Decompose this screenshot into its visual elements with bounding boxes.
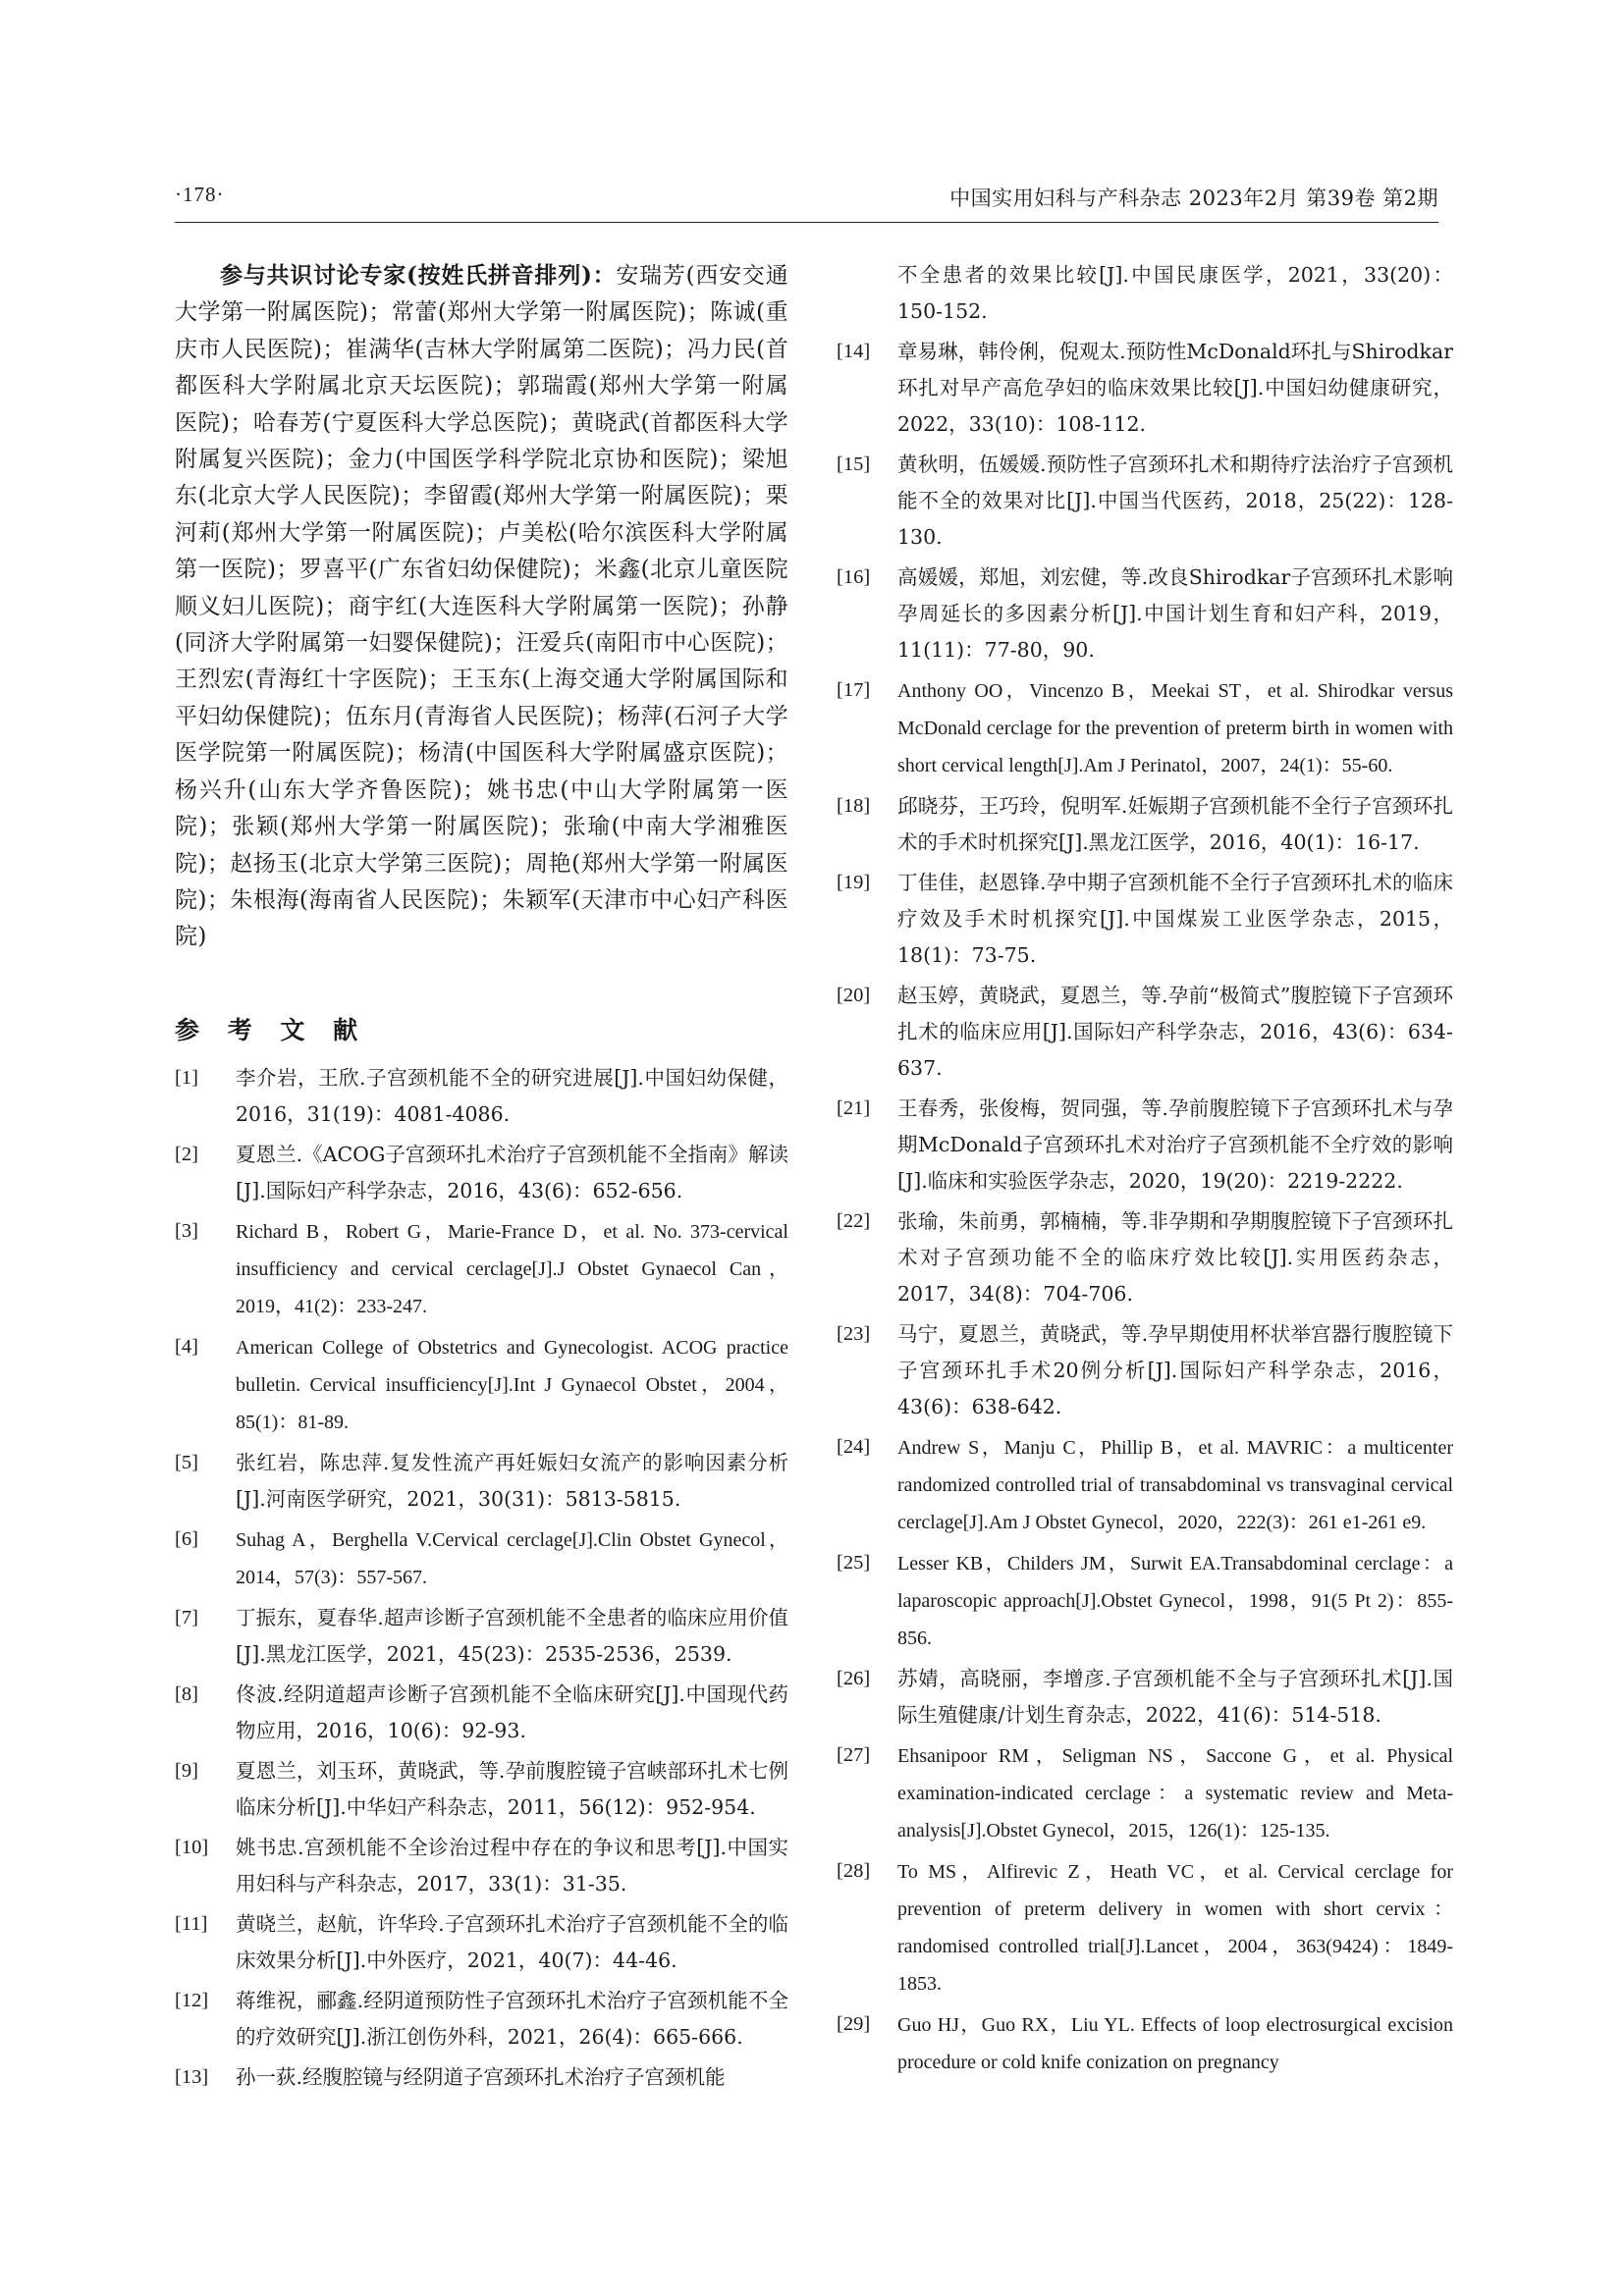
- reference-item: [175, 2059, 788, 2096]
- reference-number: [26]: [837, 1668, 871, 1689]
- reference-text: 丁振东，夏春华.超声诊断子宫颈机能不全患者的临床应用价值[J].黑龙江医学，2021，45(23)：2535-2536，2539.: [236, 1605, 788, 1666]
- reference-item: [837, 1203, 1453, 1312]
- reference-number: [15]: [837, 454, 871, 475]
- reference-item: [837, 560, 1453, 668]
- reference-number: [4]: [175, 1335, 198, 1358]
- reference-number: [1]: [175, 1066, 198, 1089]
- reference-text: 佟波.经阴道超声诊断子宫颈机能不全临床研究[J].中国现代药物应用，2016，10(6)：92-93.: [236, 1682, 788, 1742]
- consensus-experts-paragraph: [175, 257, 788, 956]
- reference-item: [175, 1600, 788, 1673]
- reference-number: [18]: [837, 795, 871, 817]
- reference-text: 张瑜，朱前勇，郭楠楠，等.非孕期和孕期腹腔镜下子宫颈环扎术对子宫颈功能不全的临床疗效比较[J].实用医药杂志，2017，34(8)：704-706.: [897, 1209, 1453, 1306]
- reference-item: [175, 1060, 788, 1133]
- reference-item: [837, 978, 1453, 1087]
- reference-text: 邱晓芬，王巧玲，倪明军.妊娠期子宫颈机能不全行子宫颈环扎术的手术时机探究[J].黑龙江医学，2016，40(1)：16-17.: [897, 794, 1453, 854]
- consensus-lead: 参与共识讨论专家(按姓氏拼音排列)：: [220, 262, 617, 289]
- reference-item: [837, 447, 1453, 556]
- reference-item: [175, 1753, 788, 1826]
- left-column: [175, 257, 788, 2100]
- reference-number: [2]: [175, 1143, 198, 1165]
- references-list-right: [837, 257, 1453, 2081]
- reference-text: 夏恩兰，刘玉环，黄晓武，等.孕前腹腔镜子宫峡部环扎术七例临床分析[J].中华妇产科杂志，2011，56(12)：952-954.: [236, 1758, 788, 1819]
- reference-text: 苏婧，高晓丽，李增彦.子宫颈机能不全与子宫颈环扎术[J].国际生殖健康/计划生育杂志，2022，41(6)：514-518.: [897, 1667, 1453, 1727]
- reference-text: 黄秋明，伍媛媛.预防性子宫颈环扎术和期待疗法治疗子宫颈机能不全的效果对比[J].中国当代医药，2018，25(22)：128-130.: [897, 453, 1453, 549]
- reference-text: Suhag A，Berghella V.Cervical cerclage[J].Clin Obstet Gynecol，2014，57(3)：557-567.: [236, 1528, 788, 1588]
- reference-item: [175, 1830, 788, 1902]
- reference-item: [175, 1906, 788, 1979]
- reference-item: [175, 1522, 788, 1596]
- reference-item: [837, 1737, 1453, 1849]
- reference-item: [837, 865, 1453, 974]
- reference-item: [175, 1445, 788, 1518]
- reference-item: [837, 1853, 1453, 2002]
- reference-number: [28]: [837, 1860, 871, 1882]
- reference-text: Richard B，Robert G，Marie-France D，et al. No. 373-cervical insufficiency and cervical cerclage[J].J Obstet Gynaecol Can，2019，41(2)：233-247.: [236, 1220, 788, 1317]
- reference-item: [837, 1316, 1453, 1425]
- reference-item: [837, 1091, 1453, 1200]
- reference-number: [11]: [175, 1912, 208, 1935]
- reference-text: To MS，Alfirevic Z，Heath VC，et al. Cervical cerclage for prevention of preterm delivery in women with short cervix：randomised controlled trial[J].Lancet，2004，363(9424)：1849-1853.: [897, 1861, 1453, 1995]
- reference-text: 姚书忠.宫颈机能不全诊治过程中存在的争议和思考[J].中国实用妇科与产科杂志，2017，33(1)：31-35.: [236, 1835, 788, 1896]
- reference-text: 高媛媛，郑旭，刘宏健，等.改良Shirodkar子宫颈环扎术影响孕周延长的多因素分析[J].中国计划生育和妇产科，2019，11(11)：77-80，90.: [897, 565, 1453, 662]
- reference-number: [6]: [175, 1527, 198, 1550]
- reference-text: 章易琳，韩伶俐，倪观太.预防性McDonald环扎与Shirodkar环扎对早产高危孕妇的临床效果比较[J].中国妇幼健康研究，2022，33(10)：108-112.: [897, 340, 1453, 436]
- reference-number: [7]: [175, 1606, 198, 1629]
- reference-number: [17]: [837, 679, 871, 701]
- reference-text: Lesser KB，Childers JM，Surwit EA.Transabdominal cerclage：a laparoscopic approach[J].Obstet Gynecol，1998，91(5 Pt 2)：855-856.: [897, 1553, 1453, 1649]
- reference-item: [175, 1329, 788, 1441]
- reference-number: [10]: [175, 1836, 209, 1858]
- reference-number: [29]: [837, 2013, 871, 2035]
- reference-item: [175, 1137, 788, 1209]
- reference-text: Ehsanipoor RM，Seligman NS，Saccone G，et al. Physical examination-indicated cerclage：a systematic review and Meta-analysis[J].Obstet Gynecol，2015，126(1)：125-135.: [897, 1745, 1453, 1842]
- reference-item: [837, 334, 1453, 443]
- reference-number: [5]: [175, 1451, 198, 1473]
- reference-number: [19]: [837, 872, 871, 893]
- reference-item: [837, 788, 1453, 861]
- reference-item: [837, 2006, 1453, 2081]
- reference-item: [175, 1677, 788, 1749]
- reference-text: 马宁，夏恩兰，黄晓武，等.孕早期使用杯状举宫器行腹腔镜下子宫颈环扎手术20例分析[J].国际妇产科学杂志，2016，43(6)：638-642.: [897, 1322, 1453, 1418]
- reference-item: [837, 257, 1453, 330]
- reference-number: [23]: [837, 1323, 871, 1345]
- reference-item: [837, 1429, 1453, 1541]
- reference-text: 不全患者的效果比较[J].中国民康医学，2021，33(20)：150-152.: [897, 263, 1453, 323]
- right-column: [837, 257, 1453, 2085]
- references-list-left: [175, 1060, 788, 2096]
- reference-text: 蒋维祝，郦鑫.经阴道预防性子宫颈环扎术治疗子宫颈机能不全的疗效研究[J].浙江创伤外科，2021，26(4)：665-666.: [236, 1988, 788, 2049]
- reference-text: 张红岩，陈忠萍.复发性流产再妊娠妇女流产的影响因素分析[J].河南医学研究，2021，30(31)：5813-5815.: [236, 1450, 788, 1511]
- reference-item: [175, 1983, 788, 2056]
- reference-number: [20]: [837, 985, 871, 1006]
- reference-number: [14]: [837, 341, 871, 362]
- reference-text: 黄晓兰，赵航，许华玲.子宫颈环扎术治疗子宫颈机能不全的临床效果分析[J].中外医疗，2021，40(7)：44-46.: [236, 1911, 788, 1972]
- reference-number: [25]: [837, 1552, 871, 1574]
- reference-number: [13]: [175, 2065, 209, 2088]
- reference-text: 李介岩，王欣.子宫颈机能不全的研究进展[J].中国妇幼保健，2016，31(19)：4081-4086.: [236, 1065, 788, 1126]
- reference-number: [27]: [837, 1744, 871, 1766]
- journal-info: 中国实用妇科与产科杂志 2023年2月 第39卷 第2期: [949, 187, 1438, 210]
- reference-number: [3]: [175, 1219, 198, 1242]
- reference-number: [24]: [837, 1436, 871, 1458]
- reference-text: 丁佳佳，赵恩锋.孕中期子宫颈机能不全行子宫颈环扎术的临床疗效及手术时机探究[J].中国煤炭工业医学杂志，2015，18(1)：73-75.: [897, 871, 1453, 967]
- reference-item: [175, 1213, 788, 1325]
- reference-number: [16]: [837, 566, 871, 588]
- reference-item: [837, 1545, 1453, 1657]
- reference-text: 赵玉婷，黄晓武，夏恩兰，等.孕前“极简式”腹腔镜下子宫颈环扎术的临床应用[J].国际妇产科学杂志，2016，43(6)：634-637.: [897, 984, 1453, 1080]
- page-header: [175, 183, 1438, 223]
- references-heading: 参 考 文 献: [175, 1015, 368, 1044]
- reference-text: 王春秀，张俊梅，贺同强，等.孕前腹腔镜下子宫颈环扎术与孕期McDonald子宫颈环扎术对治疗子宫颈机能不全疗效的影响[J].临床和实验医学杂志，2020，19(20)：2219-2222.: [897, 1096, 1453, 1193]
- reference-number: [9]: [175, 1759, 198, 1782]
- reference-text: American College of Obstetrics and Gynecologist. ACOG practice bulletin. Cervical insufficiency[J].Int J Gynaecol Obstet，2004，85(1)：81-89.: [236, 1336, 788, 1433]
- reference-number: [8]: [175, 1682, 198, 1705]
- consensus-text: 安瑞芳(西安交通大学第一附属医院)；常蕾(郑州大学第一附属医院)；陈诚(重庆市人民医院)；崔满华(吉林大学附属第二医院)；冯力民(首都医科大学附属北京天坛医院)；郭瑞霞(郑州大学第一附属医院)；哈春芳(宁夏医科大学总医院)；黄晓武(首都医科大学附属复兴医院)；金力(中国医学科学院北京协和医院)；梁旭东(北京大学人民医院)；李留霞(郑州大学第一附属医院)；栗河莉(郑州大学第一附属医院)；卢美松(哈尔滨医科大学附属第一医院)；罗喜平(广东省妇幼保健院)；米鑫(北京儿童医院顺义妇儿医院)；商宇红(大连医科大学附属第一医院)；孙静(同济大学附属第一妇婴保健院)；汪爱兵(南阳市中心医院)；王烈宏(青海红十字医院)；王玉东(上海交通大学附属国际和平妇幼保健院)；伍东月(青海省人民医院)；杨萍(石河子大学医学院第一附属医院)；杨清(中国医科大学附属盛京医院)；杨兴升(山东大学齐鲁医院)；姚书忠(中山大学附属第一医院)；张颖(郑州大学第一附属医院)；张瑜(中南大学湘雅医院)；赵扬玉(北京大学第三医院)；周艳(郑州大学第一附属医院)；朱根海(海南省人民医院)；朱颖军(天津市中心妇产科医院): [175, 263, 788, 950]
- page-number: ·178·: [175, 183, 225, 206]
- reference-text: 孙一荻.经腹腔镜与经阴道子宫颈环扎术治疗子宫颈机能: [236, 2064, 726, 2089]
- reference-number: [21]: [837, 1097, 871, 1119]
- reference-text: Guo HJ，Guo RX，Liu YL. Effects of loop electrosurgical excision procedure or cold knife conization on pregnancy: [897, 2014, 1453, 2073]
- reference-number: [12]: [175, 1989, 209, 2011]
- reference-item: [837, 1661, 1453, 1734]
- reference-text: Andrew S，Manju C，Phillip B，et al. MAVRIC：a multicenter randomized controlled trial of transabdominal vs transvaginal cervical cerclage[J].Am J Obstet Gynecol，2020，222(3)：261 e1-261 e9.: [897, 1437, 1453, 1533]
- reference-item: [837, 672, 1453, 784]
- reference-number: [22]: [837, 1210, 871, 1232]
- reference-text: 夏恩兰.《ACOG子宫颈环扎术治疗子宫颈机能不全指南》解读[J].国际妇产科学杂志，2016，43(6)：652-656.: [236, 1142, 788, 1202]
- reference-text: Anthony OO，Vincenzo B，Meekai ST，et al. Shirodkar versus McDonald cerclage for the prevention of preterm birth in women with short cervical length[J].Am J Perinatol，2007，24(1)：55-60.: [897, 680, 1453, 776]
